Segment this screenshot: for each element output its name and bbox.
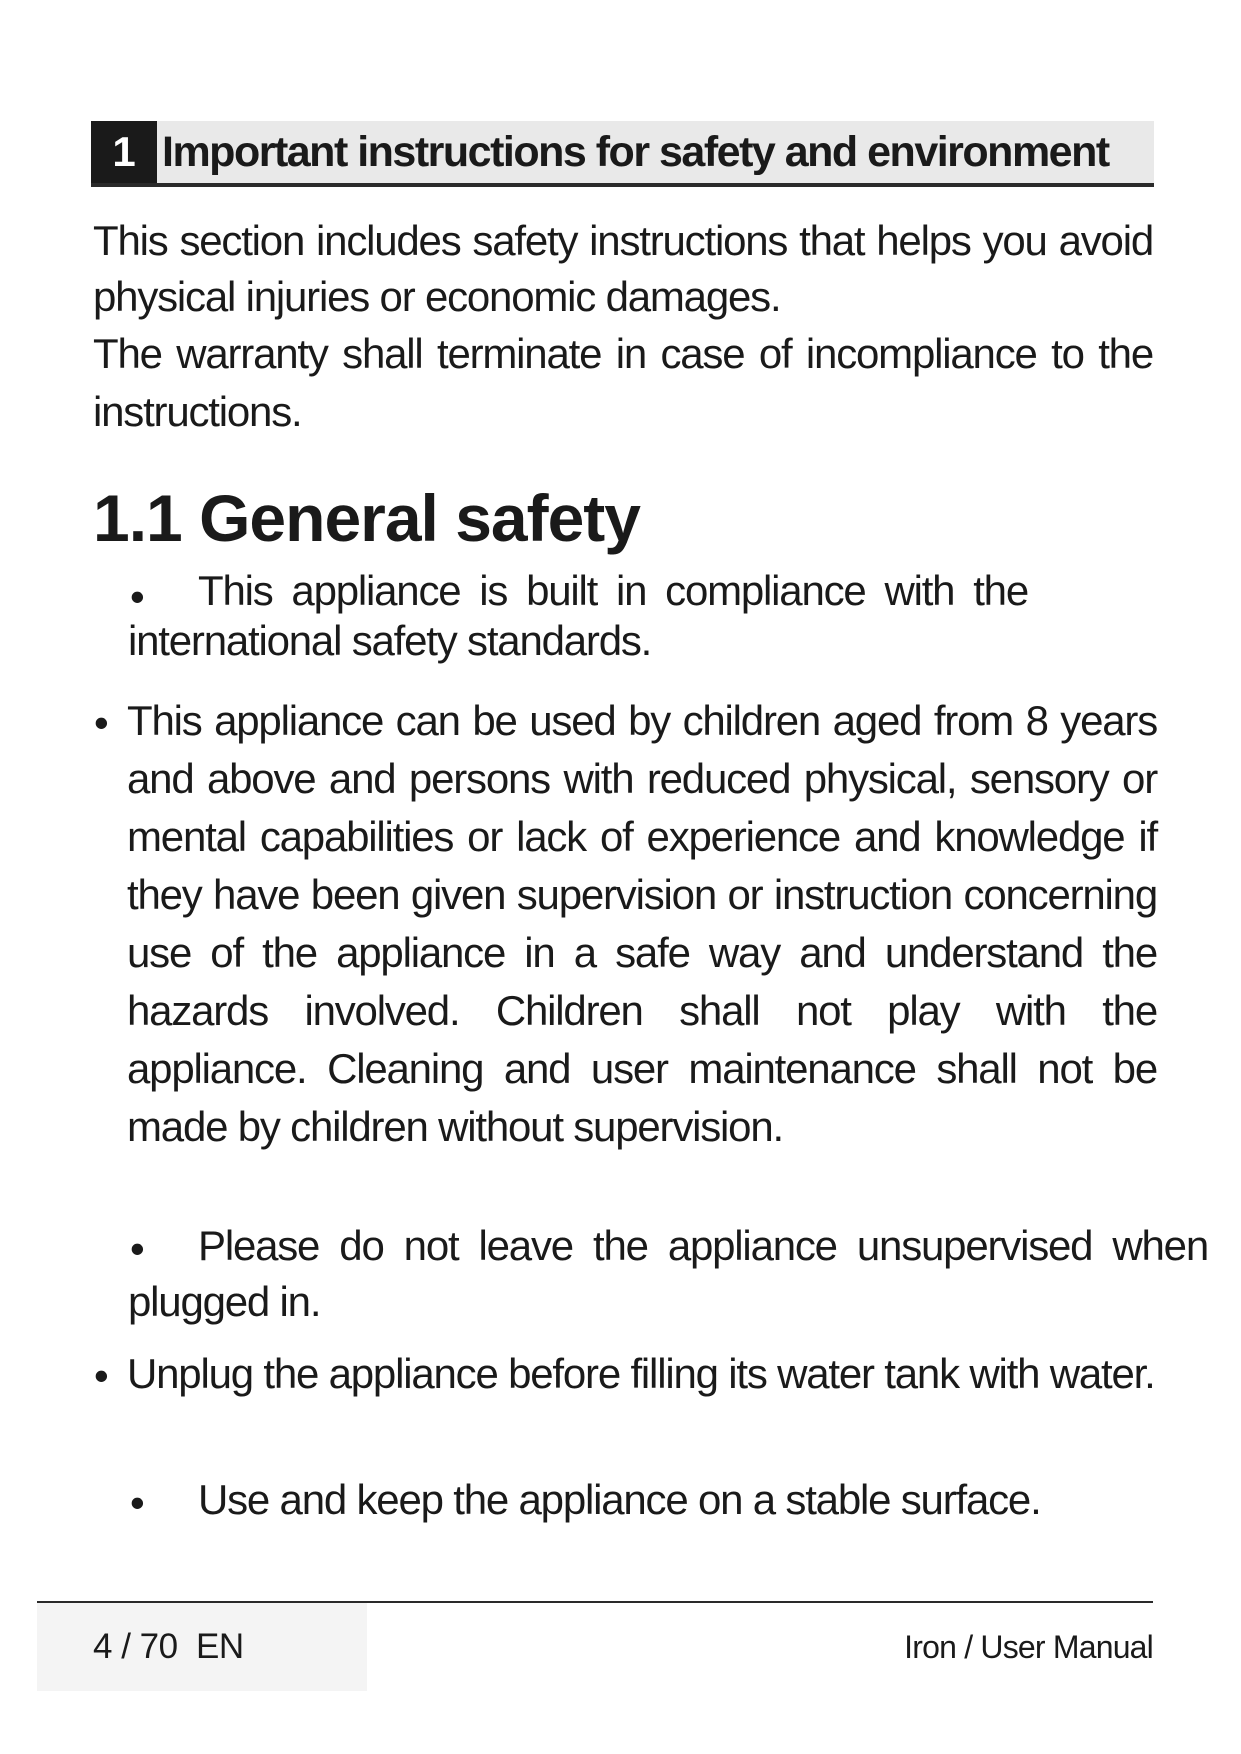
document-title: Iron / User Manual — [904, 1629, 1153, 1665]
bullet-icon: • — [130, 1225, 144, 1272]
bullet-icon: • — [94, 699, 108, 746]
bullet-icon: • — [130, 1479, 144, 1526]
section-header — [91, 121, 1154, 187]
section-number: 1 — [91, 121, 157, 183]
list-item-text: This appliance is built in compliance with the international safety standards. — [128, 567, 1028, 664]
list-item — [94, 692, 1157, 1156]
section-title: Important instructions for safety and environment — [162, 128, 1109, 176]
intro-paragraph: The warranty shall terminate in case of incompliance to the instructions. — [93, 330, 1153, 435]
page-number: 4 / 70 EN — [93, 1627, 244, 1666]
list-item — [128, 1218, 1208, 1330]
bullet-icon: • — [130, 573, 144, 620]
bullet-icon: • — [94, 1352, 108, 1399]
list-item — [128, 1472, 1158, 1528]
list-item-text: Please do not leave the appliance unsupervised when plugged in. — [128, 1222, 1208, 1325]
list-item-text: Use and keep the appliance on a stable surface. — [198, 1476, 1041, 1523]
intro-text — [93, 213, 1153, 441]
list-item-text: This appliance can be used by children aged from 8 years and above and persons with reduced physical, sensory or mental capabilities or lack of experience and knowledge if they have been given supervision or instruction concerning use of the appliance in a safe way and understand the hazards involved. Children shall not play with the appliance. Cleaning and user maintenance shall not be made by children without supervision. — [127, 697, 1157, 1150]
list-item — [128, 566, 1028, 666]
list-item — [94, 1345, 1157, 1403]
general-safety-heading: 1.1 General safety — [93, 481, 640, 555]
intro-paragraph: This section includes safety instructions that helps you avoid physical injuries or economic damages. — [93, 217, 1153, 320]
list-item-text: Unplug the appliance before filling its water tank with water. — [127, 1350, 1155, 1397]
